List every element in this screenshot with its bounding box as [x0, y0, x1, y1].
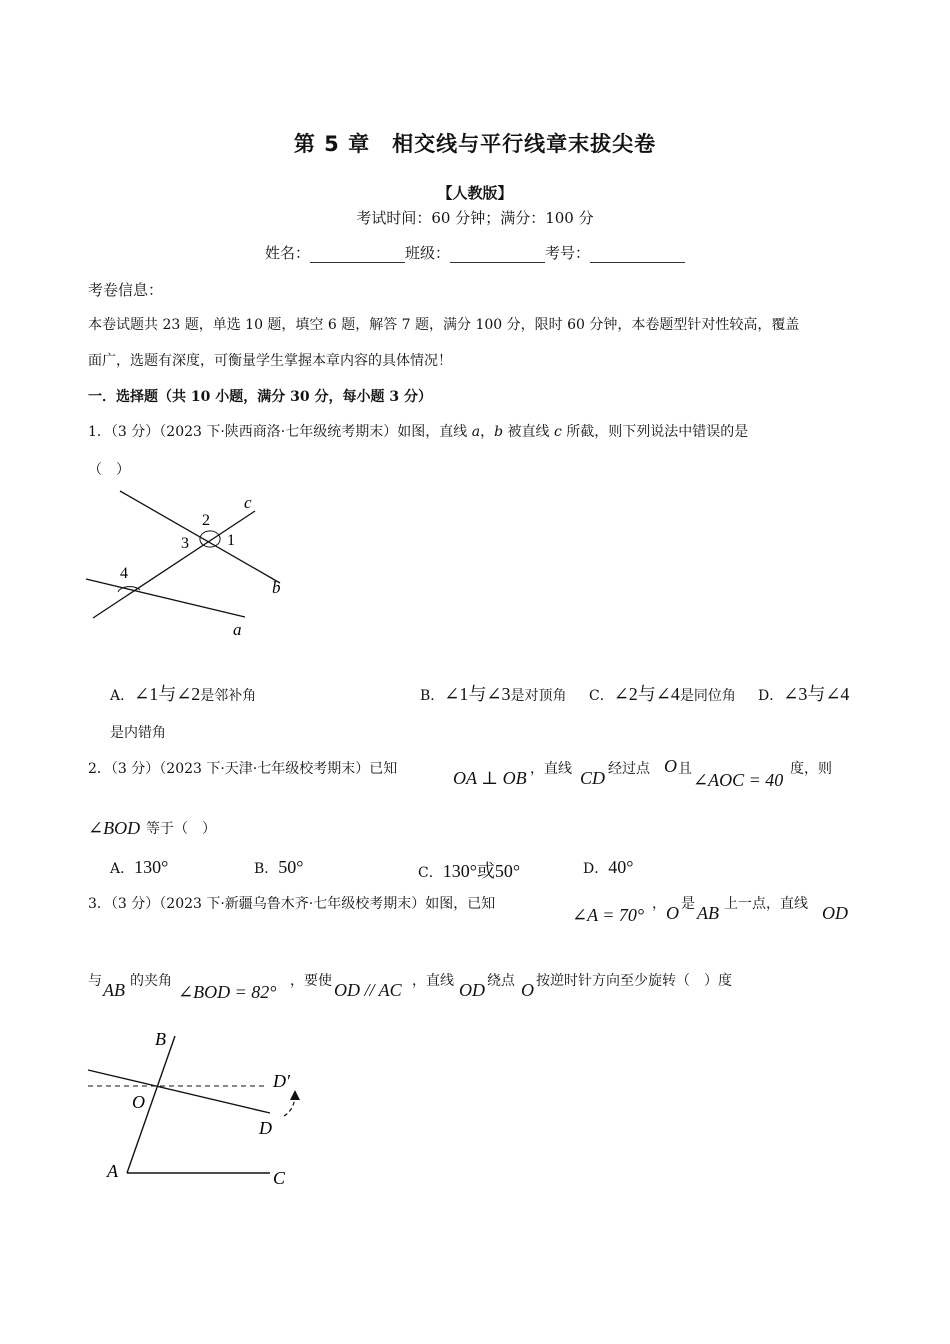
q1-option-d-label: D．	[758, 688, 784, 704]
q3-text-3: 是	[681, 896, 695, 912]
q2-option-c-value: 130°或50°	[442, 861, 521, 881]
q3-math-o: O	[666, 903, 679, 923]
label-angle-1: 1	[227, 532, 235, 549]
q3-figure	[80, 1020, 320, 1195]
q1-text-a: 如图，直线	[397, 424, 472, 440]
q2-option-b[interactable]	[254, 857, 304, 878]
q3-score: （3 分）	[110, 896, 160, 912]
q2-math-aoc: ∠AOC = 40	[693, 770, 784, 790]
q1-option-d-text: 是内错角	[110, 725, 166, 741]
q3-source: （2023 下·新疆乌鲁木齐·七年级校考期末）	[159, 896, 426, 912]
q1-option-c-label: C．	[589, 688, 614, 704]
q1-text-mid: 被直线	[503, 424, 554, 440]
q2-option-a-label: A．	[110, 861, 135, 877]
line-a	[86, 579, 245, 617]
q3-text-4: 上一点，直线	[724, 896, 808, 912]
q2-source: （2023 下·天津·七年级校考期末）	[159, 761, 370, 777]
page-title: 第 5 章 相交线与平行线章末拔尖卷	[293, 132, 657, 156]
edition-label: 【人教版】	[437, 184, 513, 202]
q2-option-b-value: 50°	[278, 857, 304, 877]
q2-score: （3 分）	[110, 761, 160, 777]
q3-math-od-ac: OD // AC	[334, 980, 402, 1000]
label-B: B	[155, 1029, 166, 1049]
rotation-arrow-icon	[290, 1090, 300, 1100]
label-D: D	[259, 1118, 272, 1138]
q1-number: 1．	[88, 424, 111, 440]
q2-option-d-value: 40°	[608, 857, 634, 877]
q2-text-5: 度，则	[790, 761, 832, 777]
q1-option-a[interactable]	[110, 680, 256, 706]
q2-text-6: 等于（ ）	[146, 821, 216, 837]
q1-option-d-math: ∠3与∠4	[783, 684, 850, 704]
label-angle-3: 3	[181, 535, 189, 552]
line-c	[93, 511, 255, 618]
q1-comma: ，	[480, 424, 495, 440]
q3-stem	[88, 893, 495, 913]
label-c: c	[244, 493, 252, 512]
q3-text-7: ，要使	[290, 973, 332, 989]
q1-var-b: b	[494, 424, 504, 440]
q2-math-cd: CD	[580, 768, 606, 788]
q2-math-oa-ob: OA ⊥ OB	[453, 768, 527, 788]
q1-option-b-label: B．	[420, 688, 445, 704]
paper-info-line2: 面广，选题有深度，可衡量学生掌握本章内容的具体情况！	[88, 353, 452, 369]
q3-math-ab: AB	[697, 903, 719, 923]
q1-option-c-text: 是同位角	[679, 688, 736, 704]
section-heading: 一．选择题（共 10 小题，满分 30 分，每小题 3 分）	[88, 389, 432, 405]
name-label: 姓名：	[264, 244, 310, 262]
q1-option-c[interactable]	[589, 680, 736, 706]
q3-text-9: 绕点	[487, 973, 515, 989]
q1-option-b[interactable]	[420, 680, 566, 706]
name-blank[interactable]	[310, 248, 405, 263]
q1-text-tail: 所截，则下列说法中错误的是	[561, 424, 749, 440]
q3-math-o-2: O	[521, 980, 534, 1000]
q2-math-bod: ∠BOD	[88, 818, 141, 838]
q1-var-a: a	[471, 424, 481, 440]
q3-math-angle-a: ∠A = 70°	[572, 905, 645, 925]
paper-info-line1: 本卷试题共 23 题，单选 10 题，填空 6 题，解答 7 题，满分 100 分，限时 60 分钟，本卷题型针对性较高，覆盖	[88, 317, 800, 333]
q3-text-5: 与	[88, 973, 102, 989]
q2-text-3: 经过点	[608, 761, 650, 777]
number-label: 考号：	[545, 244, 591, 262]
q1-option-a-math: ∠1与∠2	[134, 684, 201, 704]
q1-option-a-text: 是邻补角	[200, 688, 257, 704]
number-blank[interactable]	[590, 248, 685, 263]
paper-info-label: 考卷信息：	[88, 281, 164, 299]
q3-number: 3．	[88, 896, 111, 912]
q2-option-d-label: D．	[583, 861, 609, 877]
q3-text-8: ，直线	[412, 973, 454, 989]
label-O: O	[132, 1092, 145, 1112]
q2-option-a[interactable]	[110, 857, 168, 878]
q1-score: （3 分）	[110, 424, 160, 440]
q1-option-d[interactable]	[758, 680, 849, 706]
q2-option-c[interactable]	[418, 857, 520, 883]
exam-info: 考试时间：60 分钟；满分：100 分	[356, 209, 594, 227]
q3-text-10: 按逆时针方向至少旋转（ ）度	[536, 973, 732, 989]
q1-stem	[88, 421, 748, 441]
label-angle-2: 2	[202, 512, 210, 529]
q1-paren: （ ）	[88, 462, 130, 478]
q1-source: （2023 下·陕西商洛·七年级统考期末）	[159, 424, 398, 440]
q1-option-c-math: ∠2与∠4	[613, 684, 680, 704]
q3-text-2: ，	[652, 896, 666, 912]
q2-text-4: 且	[678, 761, 692, 777]
student-info-row	[0, 242, 950, 263]
q3-math-od-2: OD	[459, 980, 485, 1000]
q2-text-1: 已知	[369, 761, 398, 777]
q3-math-bod: ∠BOD = 82°	[178, 982, 277, 1002]
label-a: a	[233, 620, 242, 639]
class-label: 班级：	[404, 244, 450, 262]
q2-option-c-label: C．	[418, 865, 443, 881]
label-D-prime: D′	[273, 1071, 290, 1091]
q3-math-ab-2: AB	[103, 980, 125, 1000]
q2-math-o: O	[664, 756, 677, 776]
label-A: A	[107, 1161, 118, 1181]
q3-math-od: OD	[822, 903, 848, 923]
label-C: C	[273, 1168, 286, 1188]
q1-option-b-text: 是对顶角	[510, 688, 567, 704]
q1-option-a-label: A．	[110, 688, 135, 704]
class-blank[interactable]	[450, 248, 545, 263]
label-angle-4: 4	[120, 565, 128, 582]
q1-var-c: c	[553, 424, 562, 440]
q2-stem	[88, 758, 397, 778]
q1-figure	[80, 480, 300, 645]
line-od	[88, 1070, 270, 1113]
q2-option-b-label: B．	[254, 861, 279, 877]
q2-number: 2．	[88, 761, 111, 777]
q3-text-6: 的夹角	[130, 973, 172, 989]
label-b: b	[272, 578, 281, 597]
q3-text-1: 如图，已知	[425, 896, 496, 912]
q2-text-2: ，直线	[530, 761, 572, 777]
q2-option-d[interactable]	[583, 857, 633, 878]
q1-option-b-math: ∠1与∠3	[444, 684, 511, 704]
q2-option-a-value: 130°	[134, 857, 169, 877]
